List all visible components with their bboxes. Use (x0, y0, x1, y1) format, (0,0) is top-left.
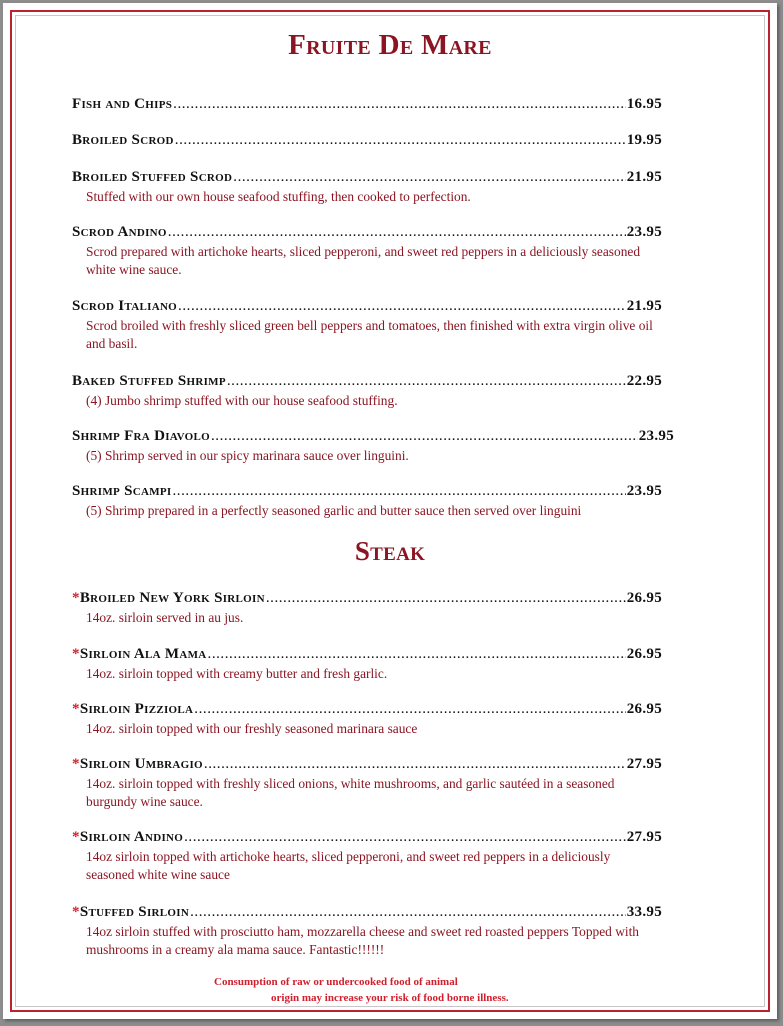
item-price: 27.95 (626, 829, 662, 845)
item-name: Sirloin Umbragio (79, 756, 203, 772)
menu-item (72, 168, 662, 206)
raw-warning-marker: * (72, 646, 80, 662)
menu-page (3, 3, 777, 1019)
item-name: Sirloin Pizziola (79, 701, 194, 717)
item-price: 21.95 (626, 169, 662, 185)
item-name: Broiled Stuffed Scrod (72, 169, 233, 185)
item-name: Shrimp Scampi (72, 483, 172, 499)
item-price: 26.95 (626, 590, 662, 606)
item-name: Broiled Scrod (72, 132, 174, 148)
leader-dots (227, 372, 626, 390)
menu-item (72, 700, 662, 738)
menu-item (72, 482, 662, 520)
menu-item (72, 372, 662, 410)
leader-dots (175, 131, 626, 149)
food-safety-warning-line-2: origin may increase your risk of food borne illness. (271, 992, 509, 1004)
raw-warning-marker: * (72, 701, 80, 717)
section-title-fruite-de-mare: Fruite De Mare (288, 29, 492, 61)
item-price: 27.95 (626, 756, 662, 772)
leader-dots (173, 482, 626, 500)
item-description: (4) Jumbo shrimp stuffed with our house seafood stuffing. (86, 393, 398, 408)
menu-item (72, 903, 662, 959)
leader-dots (204, 755, 626, 773)
leader-dots (168, 223, 626, 241)
item-name: Sirloin Andino (79, 829, 184, 845)
leader-dots (211, 427, 638, 445)
item-description: (5) Shrimp prepared in a perfectly seasoned garlic and butter sauce then served over linguini (86, 503, 582, 518)
leader-dots (184, 828, 626, 846)
item-description: 14oz sirloin topped with artichoke hearts, sliced pepperoni, and sweet red peppers in a deliciously seasoned white wine sauce (86, 849, 611, 882)
item-name: Scrod Andino (72, 224, 167, 240)
leader-dots (266, 589, 626, 607)
menu-item (72, 131, 662, 149)
item-price: 16.95 (626, 96, 662, 112)
item-description: 14oz. sirloin topped with freshly sliced onions, white mushrooms, and garlic sautéed in a seasoned burgundy wine sauce. (86, 776, 615, 809)
item-price: 23.95 (626, 483, 662, 499)
item-description: (5) Shrimp served in our spicy marinara sauce over linguini. (86, 448, 409, 463)
leader-dots (173, 95, 626, 113)
menu-item (72, 427, 674, 465)
item-price: 23.95 (638, 428, 674, 444)
item-name: Broiled New York Sirloin (79, 590, 265, 606)
menu-item (72, 95, 662, 113)
item-name: Stuffed Sirloin (79, 904, 190, 920)
raw-warning-marker: * (72, 756, 80, 772)
menu-item (72, 297, 662, 353)
menu-item (72, 223, 662, 279)
leader-dots (233, 168, 625, 186)
item-name: Sirloin Ala Mama (79, 646, 207, 662)
item-description: 14oz. sirloin topped with our freshly seasoned marinara sauce (86, 721, 418, 736)
item-price: 23.95 (626, 224, 662, 240)
item-description: Scrod prepared with artichoke hearts, sliced pepperoni, and sweet red peppers in a deliciously seasoned white wine sauce. (86, 244, 641, 277)
menu-item (72, 645, 662, 683)
menu-item (72, 589, 662, 627)
item-description: 14oz. sirloin served in au jus. (86, 610, 244, 625)
item-price: 19.95 (626, 132, 662, 148)
item-name: Scrod Italiano (72, 298, 178, 314)
raw-warning-marker: * (72, 829, 80, 845)
leader-dots (190, 903, 626, 921)
raw-warning-marker: * (72, 904, 80, 920)
food-safety-warning-line-1: Consumption of raw or undercooked food of animal (214, 976, 458, 988)
item-name: Fish and Chips (72, 96, 173, 112)
item-price: 33.95 (626, 904, 662, 920)
item-price: 26.95 (626, 701, 662, 717)
item-name: Shrimp Fra Diavolo (72, 428, 210, 444)
section-title-steak: Steak (354, 536, 426, 566)
item-description: Stuffed with our own house seafood stuffing, then cooked to perfection. (86, 189, 471, 204)
leader-dots (178, 297, 626, 315)
item-price: 22.95 (626, 373, 662, 389)
item-price: 26.95 (626, 646, 662, 662)
item-description: Scrod broiled with freshly sliced green bell peppers and tomatoes, then finished with extra virgin olive oil and basil. (86, 318, 653, 351)
leader-dots (208, 645, 626, 663)
item-price: 21.95 (626, 298, 662, 314)
menu-item (72, 755, 662, 811)
item-description: 14oz. sirloin topped with creamy butter and fresh garlic. (86, 666, 388, 681)
leader-dots (194, 700, 625, 718)
raw-warning-marker: * (72, 590, 80, 606)
item-description: 14oz sirloin stuffed with prosciutto ham, mozzarella cheese and sweet red roasted peppers Topped with mushrooms in a creamy ala mama sauce. Fantastic!!!!!! (86, 924, 639, 957)
item-name: Baked Stuffed Shrimp (72, 373, 226, 389)
menu-item (72, 828, 662, 884)
